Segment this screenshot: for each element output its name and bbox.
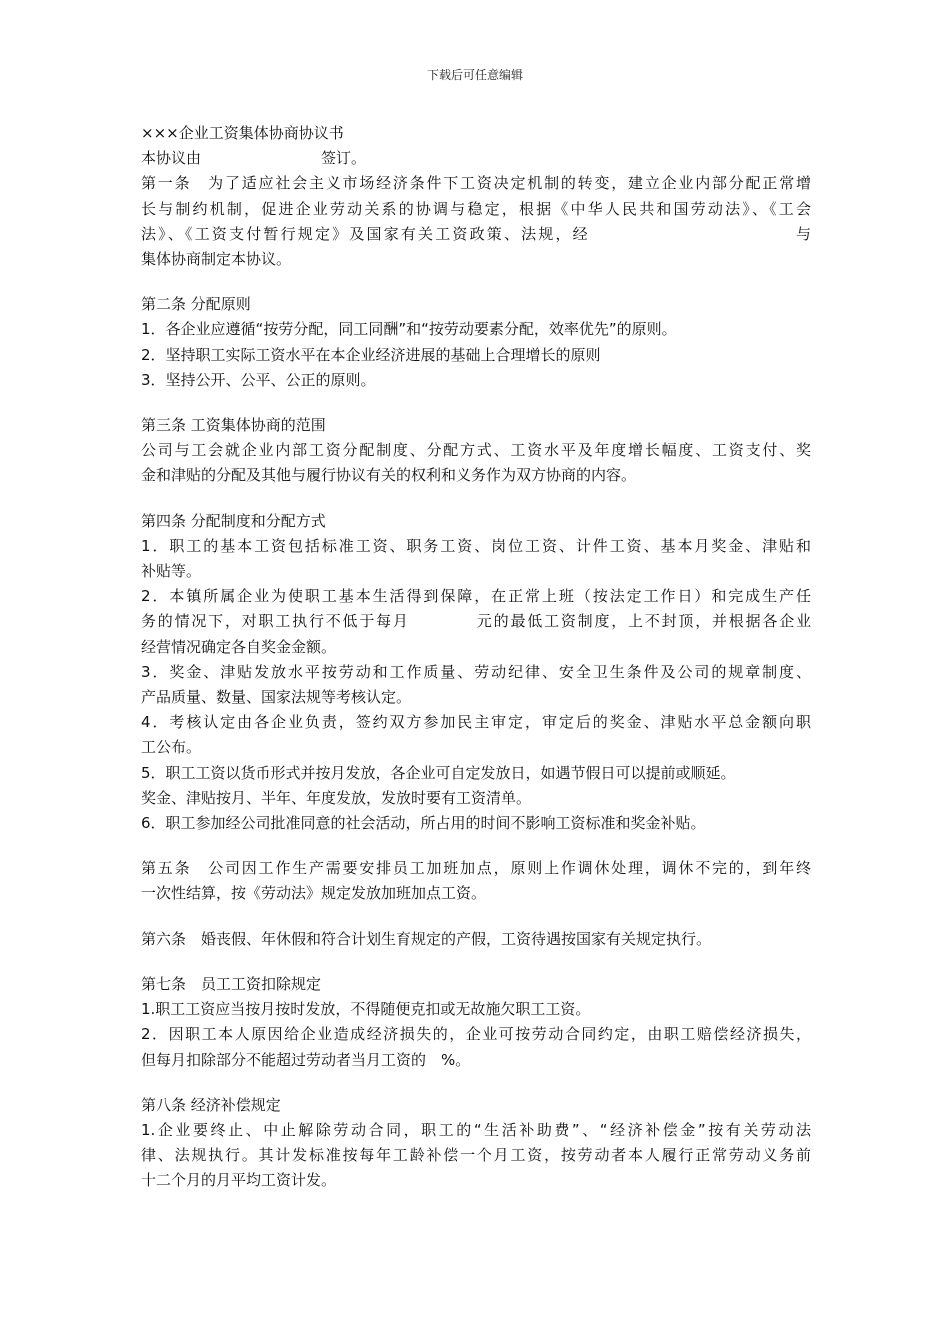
page-header: 下载后可任意编辑 bbox=[426, 68, 523, 82]
article-2-item: 1．各企业应遵循“按劳分配，同工同酬”和“按劳动要素分配，效率优先”的原则。 bbox=[141, 320, 677, 339]
article-7-line: 2．因职工本人原因给企业造成经济损失的，企业可按劳动合同约定，由职工赔偿经济损失， bbox=[141, 1025, 811, 1044]
intro-line: 本协议由 签订。 bbox=[141, 149, 367, 168]
article-4-line: 1．职工的基本工资包括标准工资、职务工资、岗位工资、计件工资、基本月奖金、津贴和 bbox=[141, 536, 811, 555]
article-4-line: 补贴等。 bbox=[141, 562, 202, 581]
article-4-line: 5．职工工资以货币形式并按月发放，各企业可自定发放日，如遇节假日可以提前或顺延。 bbox=[141, 763, 736, 782]
article-2-item: 3．坚持公开、公平、公正的原则。 bbox=[141, 370, 376, 389]
article-7-line: 但每月扣除部分不能超过劳动者当月工资的 %。 bbox=[141, 1050, 471, 1069]
article-8-line: 十二个月的月平均工资计发。 bbox=[141, 1171, 337, 1190]
article-4-line: 产品质量、数量、国家法规等考核认定。 bbox=[141, 688, 412, 707]
article-4-line: 务的情况下，对职工执行不低于每月 元的最低工资制度，上不封顶，并根据各企业 bbox=[141, 612, 811, 631]
document-title: ×××企业工资集体协商协议书 bbox=[141, 124, 344, 142]
article-4-line: 6．职工参加经公司批准同意的社会活动，所占用的时间不影响工资标准和奖金补贴。 bbox=[141, 814, 706, 833]
article-3-heading: 第三条 工资集体协商的范围 bbox=[141, 416, 326, 435]
article-1-line: 第一条 为了适应社会主义市场经济条件下工资决定机制的转变，建立企业内部分配正常增 bbox=[141, 174, 811, 193]
article-5-line: 一次性结算，按《劳动法》规定发放加班加点工资。 bbox=[141, 884, 487, 903]
article-2-heading: 第二条 分配原则 bbox=[141, 295, 251, 314]
article-5-line: 第五条 公司因工作生产需要安排员工加班加点，原则上作调休处理，调休不完的，到年终 bbox=[141, 859, 811, 878]
article-4-heading: 第四条 分配制度和分配方式 bbox=[141, 511, 326, 530]
article-8-line: 律、法规执行。其计发标准按每年工龄补偿一个月工资，按劳动者本人履行正常劳动义务前 bbox=[141, 1146, 811, 1165]
article-4-line: 2．本镇所属企业为使职工基本生活得到保障，在正常上班（按法定工作日）和完成生产任 bbox=[141, 587, 811, 606]
article-2-item: 2．坚持职工实际工资水平在本企业经济进展的基础上合理增长的原则 bbox=[141, 345, 601, 364]
article-8-heading: 第八条 经济补偿规定 bbox=[141, 1095, 281, 1114]
article-4-line: 经营情况确定各自奖金金额。 bbox=[141, 637, 337, 656]
article-1-line: 法》、《工资支付暂行规定》及国家有关工资政策、法规，经 与 bbox=[141, 224, 811, 243]
article-3-line: 金和津贴的分配及其他与履行协议有关的权利和义务作为双方协商的内容。 bbox=[141, 466, 637, 485]
article-7-line: 1.职工工资应当按月按时发放，不得随便克扣或无故施欠职工工资。 bbox=[141, 1000, 591, 1019]
article-6-line: 第六条 婚丧假、年休假和符合计划生育规定的产假，工资待遇按国家有关规定执行。 bbox=[141, 929, 712, 948]
document-body bbox=[141, 121, 811, 1194]
article-1-line: 长与制约机制，促进企业劳动关系的协调与稳定，根据《中华人民共和国劳动法》、《工会 bbox=[141, 199, 811, 218]
article-4-line: 奖金、津贴按月、半年、年度发放，发放时要有工资清单。 bbox=[141, 788, 532, 807]
article-7-heading: 第七条 员工工资扣除规定 bbox=[141, 974, 322, 993]
article-8-line: 1.企业要终止、中止解除劳动合同，职工的“生活补助费”、“经济补偿金”按有关劳动法 bbox=[141, 1120, 811, 1139]
article-3-line: 公司与工会就企业内部工资分配制度、分配方式、工资水平及年度增长幅度、工资支付、奖 bbox=[141, 441, 811, 460]
article-1-line: 集体协商制定本协议。 bbox=[141, 250, 292, 269]
article-4-line: 3．奖金、津贴发放水平按劳动和工作质量、劳动纪律、安全卫生条件及公司的规章制度、 bbox=[141, 662, 811, 681]
article-4-line: 4．考核认定由各企业负责，签约双方参加民主审定，审定后的奖金、津贴水平总金额向职 bbox=[141, 713, 811, 732]
article-4-line: 工公布。 bbox=[141, 738, 202, 757]
